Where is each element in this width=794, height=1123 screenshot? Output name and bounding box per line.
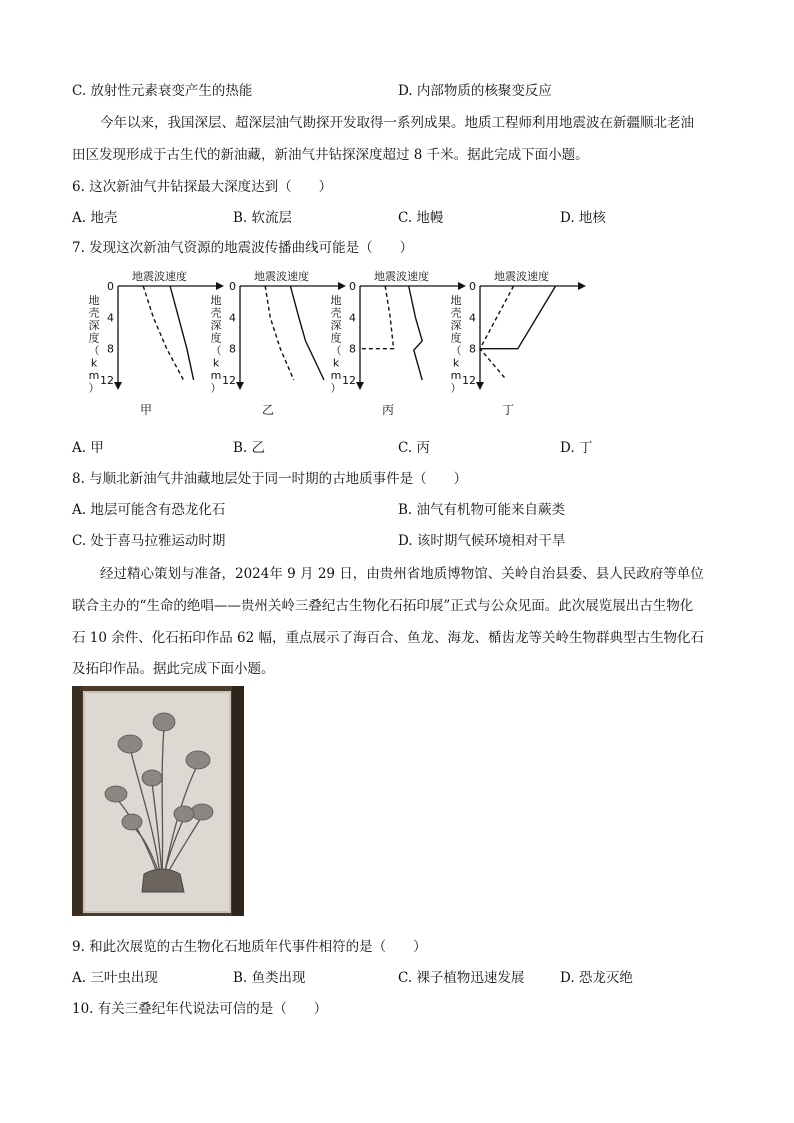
q8-option-b: B. 油气有机物可能来自蕨类 (398, 502, 566, 518)
q6-option-d: D. 地核 (560, 210, 606, 226)
y-tick-label: 8 (469, 342, 476, 356)
y-axis-title-char: m (450, 369, 462, 382)
passage2-line-2: 联合主办的“生命的绝唱——贵州关岭三叠纪古生物化石拓印展”正式与公众见面。此次展览展出古生物化 (72, 598, 694, 614)
dashed-wave-line (362, 286, 394, 349)
q9-option-d: D. 恐龙灭绝 (560, 970, 633, 986)
y-axis-title-char: 深 (450, 319, 462, 332)
y-axis-title-char: （ (450, 344, 462, 357)
solid-wave-line (480, 286, 556, 349)
q8-options-row1 (0, 498, 794, 518)
y-tick-label: 12 (342, 374, 356, 387)
y-axis-title-char: 度 (450, 331, 462, 345)
q8-option-d: D. 该时期气候环境相对干旱 (398, 533, 566, 549)
y-tick-label: 0 (469, 280, 476, 293)
y-tick-label: 4 (349, 311, 356, 325)
y-axis-title-char: 地 (88, 294, 100, 307)
q7-option-b: B. 乙 (233, 440, 266, 456)
y-tick-label: 12 (462, 374, 476, 387)
y-axis-title-char: 壳 (330, 306, 342, 320)
seismic-chart-panel (211, 269, 345, 417)
dashed-wave-line (480, 286, 514, 378)
y-axis-title-char: （ (88, 344, 100, 357)
y-tick-label: 4 (469, 311, 476, 325)
y-axis-title-char: 地 (450, 294, 462, 307)
y-axis-title-char: 地 (210, 294, 222, 307)
q9-stem: 9. 和此次展览的古生物化石地质年代事件相符的是（ ） (72, 939, 427, 955)
y-axis-title-char: ） (450, 381, 462, 395)
crinoid-fossil-rubbing-photo (72, 686, 244, 916)
passage2-line-4: 及拓印作品。据此完成下面小题。 (72, 661, 275, 677)
y-axis-title-char: （ (330, 344, 342, 357)
y-axis-title-char: 度 (330, 331, 342, 345)
y-tick-label: 4 (229, 311, 236, 325)
y-tick-label: 0 (107, 280, 114, 293)
x-axis-title: 地震波速度 (254, 270, 309, 283)
y-axis-title-char: m (88, 369, 100, 382)
solid-wave-line (170, 286, 194, 380)
y-axis-title-char: k (212, 356, 220, 370)
q6-option-c: C. 地幔 (398, 210, 444, 226)
y-axis-title-char: k (332, 356, 340, 370)
y-axis-title-char: 地 (330, 294, 342, 307)
y-tick-label: 8 (107, 342, 114, 356)
y-axis-title-char: 深 (210, 319, 222, 332)
q10-stem: 10. 有关三叠纪年代说法可信的是（ ） (72, 1001, 328, 1017)
passage2-line-1: 经过精心策划与准备，2024年 9 月 29 日，由贵州省地质博物馆、关岭自治县委、县人民政府等单位 (100, 566, 704, 582)
seismic-chart-panel (331, 269, 465, 417)
solid-wave-line (290, 286, 324, 380)
x-axis-title: 地震波速度 (374, 270, 429, 283)
panel-name: 丁 (501, 403, 515, 417)
seismic-chart-panel (89, 269, 223, 417)
dashed-wave-line (265, 286, 294, 380)
y-tick-label: 12 (222, 374, 236, 387)
y-axis-title-char: 深 (330, 319, 342, 332)
y-axis-title-char: k (452, 356, 460, 370)
y-axis-title-char: ） (88, 381, 100, 395)
y-tick-label: 4 (107, 311, 114, 325)
passage1-line-1: 今年以来，我国深层、超深层油气勘探开发取得一系列成果。地质工程师利用地震波在新疆顺北老油 (100, 115, 694, 131)
solid-wave-line (409, 286, 423, 380)
y-axis-title-char: 壳 (450, 306, 462, 320)
q9-option-a: A. 三叶虫出现 (72, 970, 158, 986)
q7-option-a: A. 甲 (72, 440, 104, 456)
q9-option-b: B. 鱼类出现 (233, 970, 306, 986)
q6-stem: 6. 这次新油气井钻探最大深度达到（ ） (72, 179, 333, 195)
dashed-wave-line (143, 286, 183, 380)
x-axis-title: 地震波速度 (132, 270, 187, 283)
y-axis-title-char: 壳 (88, 306, 100, 320)
y-axis-title-char: ） (210, 381, 222, 395)
x-axis-title: 地震波速度 (494, 270, 549, 283)
q6-options (0, 206, 794, 226)
q6-option-b: B. 软流层 (233, 210, 293, 226)
y-axis-title-char: （ (210, 344, 222, 357)
y-axis-title-char: m (330, 369, 342, 382)
y-tick-label: 8 (229, 342, 236, 356)
q7-options (0, 436, 794, 456)
q5-option-c: C. 放射性元素衰变产生的热能 (72, 83, 253, 99)
q8-options-row2 (0, 529, 794, 549)
y-axis-title-char: 壳 (210, 306, 222, 320)
y-axis-title-char: k (90, 356, 98, 370)
y-axis-title-char: 度 (210, 331, 222, 345)
q6-option-a: A. 地壳 (72, 210, 118, 226)
y-tick-label: 8 (349, 342, 356, 356)
passage2-line-3: 石 10 余件、化石拓印作品 62 幅，重点展示了海百合、鱼龙、海龙、楯齿龙等关岭生物群典型古生物化石 (72, 630, 705, 646)
seismic-chart-panel (451, 269, 585, 417)
q8-option-a: A. 地层可能含有恐龙化石 (72, 502, 226, 518)
y-axis-title-char: m (210, 369, 222, 382)
q8-option-c: C. 处于喜马拉雅运动时期 (72, 533, 226, 549)
panel-name: 乙 (261, 403, 275, 417)
y-tick-label: 12 (100, 374, 114, 387)
q9-options (0, 966, 794, 986)
y-axis-title-char: ） (330, 381, 342, 395)
q7-stem: 7. 发现这次新油气资源的地震波传播曲线可能是（ ） (72, 240, 414, 256)
seismic-wave-charts (0, 262, 794, 422)
q5-option-d: D. 内部物质的核聚变反应 (398, 83, 552, 99)
passage1-line-2: 田区发现形成于古生代的新油藏，新油气井钻探深度超过 8 千米。据此完成下面小题。 (72, 147, 589, 163)
q7-option-d: D. 丁 (560, 440, 593, 456)
q7-option-c: C. 丙 (398, 440, 430, 456)
q5-options (0, 79, 794, 99)
q9-option-c: C. 裸子植物迅速发展 (398, 970, 525, 986)
y-tick-label: 0 (349, 280, 356, 293)
panel-name: 丙 (381, 403, 395, 417)
y-axis-title-char: 度 (88, 331, 100, 345)
y-axis-title-char: 深 (88, 319, 100, 332)
q8-stem: 8. 与顺北新油气井油藏地层处于同一时期的古地质事件是（ ） (72, 471, 468, 487)
y-tick-label: 0 (229, 280, 236, 293)
panel-name: 甲 (139, 403, 153, 417)
